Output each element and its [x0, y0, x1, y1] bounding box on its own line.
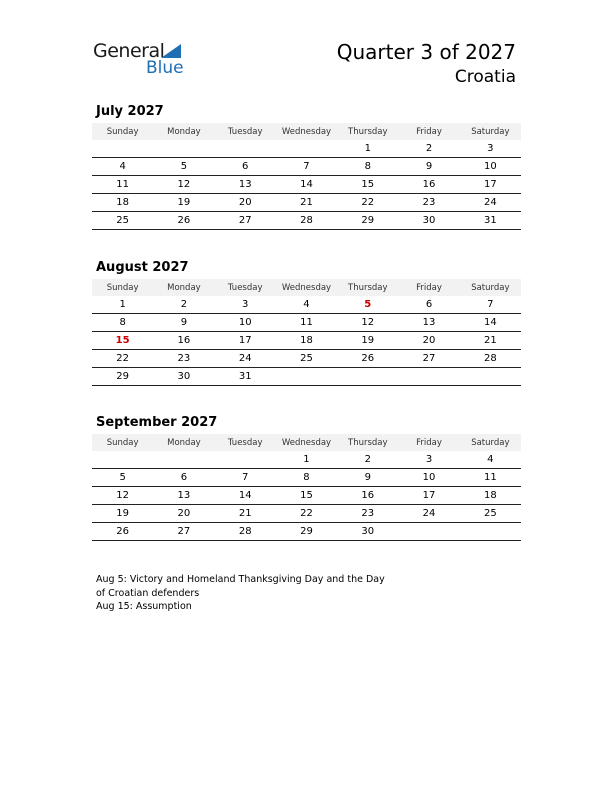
- day-cell: 24: [398, 505, 459, 523]
- month-title: September 2027: [96, 415, 218, 430]
- day-cell: 18: [276, 332, 337, 350]
- weekday-label: Sunday: [92, 434, 153, 451]
- day-cell: 21: [215, 505, 276, 523]
- holiday-note: Aug 15: Assumption: [96, 601, 192, 612]
- day-cell: 17: [215, 332, 276, 350]
- day-cell: 18: [92, 194, 153, 212]
- day-cell: 17: [460, 176, 521, 194]
- weekday-label: Tuesday: [215, 279, 276, 296]
- day-cell: 8: [92, 314, 153, 332]
- weekday-label: Wednesday: [276, 123, 337, 140]
- day-cell: 15: [276, 487, 337, 505]
- day-cell: 21: [276, 194, 337, 212]
- day-cell: 26: [337, 350, 398, 368]
- day-cell: 29: [337, 212, 398, 230]
- day-cell: 9: [398, 158, 459, 176]
- day-cell: 4: [92, 158, 153, 176]
- day-cell: 10: [215, 314, 276, 332]
- day-cell: 1: [92, 296, 153, 314]
- day-cell: 29: [276, 523, 337, 541]
- day-cell: 6: [153, 469, 214, 487]
- holiday-notes: [96, 573, 396, 614]
- month-title: August 2027: [96, 260, 189, 275]
- day-cell: 5: [337, 296, 398, 314]
- weekday-label: Monday: [153, 279, 214, 296]
- day-cell: 22: [337, 194, 398, 212]
- day-cell: 11: [460, 469, 521, 487]
- day-cell: 19: [337, 332, 398, 350]
- day-cell: 30: [337, 523, 398, 541]
- week-row: [92, 194, 521, 212]
- day-cell: 9: [153, 314, 214, 332]
- day-cell: 7: [460, 296, 521, 314]
- brand-word-blue: Blue: [146, 58, 184, 78]
- day-cell: 20: [398, 332, 459, 350]
- weekday-header-row: [92, 434, 521, 451]
- weekday-header-row: [92, 123, 521, 140]
- day-cell: 13: [215, 176, 276, 194]
- day-cell: [460, 368, 521, 386]
- day-cell: 18: [460, 487, 521, 505]
- day-cell: 11: [276, 314, 337, 332]
- week-row: [92, 314, 521, 332]
- day-cell: 12: [153, 176, 214, 194]
- day-cell: 25: [460, 505, 521, 523]
- month-july: [92, 103, 521, 230]
- weekday-label: Friday: [398, 434, 459, 451]
- day-cell: 28: [276, 212, 337, 230]
- day-cell: 20: [153, 505, 214, 523]
- day-cell: [215, 451, 276, 469]
- day-cell: 12: [337, 314, 398, 332]
- day-cell: 2: [337, 451, 398, 469]
- day-cell: [276, 140, 337, 158]
- day-cell: [92, 451, 153, 469]
- month-september: [92, 414, 521, 541]
- day-cell: 13: [153, 487, 214, 505]
- day-cell: 2: [153, 296, 214, 314]
- day-cell: 15: [337, 176, 398, 194]
- day-cell: 17: [398, 487, 459, 505]
- weekday-label: Saturday: [460, 434, 521, 451]
- day-cell: 1: [337, 140, 398, 158]
- day-cell: 5: [153, 158, 214, 176]
- day-cell: 6: [398, 296, 459, 314]
- triangle-logo-icon: [161, 44, 181, 58]
- week-row: [92, 176, 521, 194]
- day-cell: [276, 368, 337, 386]
- page-title: Quarter 3 of 2027: [336, 40, 516, 64]
- weekday-label: Monday: [153, 123, 214, 140]
- day-cell: 31: [215, 368, 276, 386]
- week-row: [92, 158, 521, 176]
- day-cell: 23: [337, 505, 398, 523]
- day-cell: 26: [153, 212, 214, 230]
- day-cell: 4: [460, 451, 521, 469]
- month-august: [92, 259, 521, 386]
- day-cell: 9: [337, 469, 398, 487]
- weekday-label: Thursday: [337, 279, 398, 296]
- day-cell: 24: [460, 194, 521, 212]
- day-cell: [460, 523, 521, 541]
- weekday-label: Friday: [398, 279, 459, 296]
- week-row: [92, 332, 521, 350]
- week-row: [92, 487, 521, 505]
- day-cell: 14: [460, 314, 521, 332]
- day-cell: 13: [398, 314, 459, 332]
- week-row: [92, 140, 521, 158]
- day-cell: 22: [92, 350, 153, 368]
- day-cell: 23: [398, 194, 459, 212]
- day-cell: 25: [92, 212, 153, 230]
- day-cell: 3: [398, 451, 459, 469]
- day-cell: 7: [215, 469, 276, 487]
- day-cell: 2: [398, 140, 459, 158]
- day-cell: 6: [215, 158, 276, 176]
- day-cell: 27: [398, 350, 459, 368]
- week-row: [92, 451, 521, 469]
- weekday-label: Sunday: [92, 123, 153, 140]
- calendar-grid: [92, 434, 521, 541]
- day-cell: [398, 523, 459, 541]
- day-cell: [337, 368, 398, 386]
- day-cell: 16: [398, 176, 459, 194]
- day-cell: 3: [460, 140, 521, 158]
- day-cell: 11: [92, 176, 153, 194]
- calendar-grid: [92, 123, 521, 230]
- day-cell: 14: [215, 487, 276, 505]
- day-cell: 25: [276, 350, 337, 368]
- weekday-label: Tuesday: [215, 123, 276, 140]
- weekday-label: Tuesday: [215, 434, 276, 451]
- weekday-label: Thursday: [337, 123, 398, 140]
- day-cell: [92, 140, 153, 158]
- week-row: [92, 505, 521, 523]
- day-cell: 21: [460, 332, 521, 350]
- day-cell: 30: [153, 368, 214, 386]
- day-cell: 30: [398, 212, 459, 230]
- calendar-grid: [92, 279, 521, 386]
- day-cell: 4: [276, 296, 337, 314]
- day-cell: 19: [92, 505, 153, 523]
- day-cell: 27: [153, 523, 214, 541]
- brand-word-general: General: [93, 40, 165, 62]
- day-cell: 14: [276, 176, 337, 194]
- day-cell: 31: [460, 212, 521, 230]
- day-cell: [398, 368, 459, 386]
- weekday-label: Saturday: [460, 279, 521, 296]
- day-cell: 19: [153, 194, 214, 212]
- day-cell: 23: [153, 350, 214, 368]
- brand-logo: [93, 40, 193, 80]
- day-cell: 12: [92, 487, 153, 505]
- week-row: [92, 296, 521, 314]
- weekday-label: Wednesday: [276, 279, 337, 296]
- day-cell: 28: [215, 523, 276, 541]
- day-cell: [153, 140, 214, 158]
- week-row: [92, 469, 521, 487]
- day-cell: 1: [276, 451, 337, 469]
- day-cell: 29: [92, 368, 153, 386]
- week-row: [92, 523, 521, 541]
- day-cell: 8: [337, 158, 398, 176]
- country-name: Croatia: [454, 67, 516, 87]
- day-cell: 22: [276, 505, 337, 523]
- weekday-label: Wednesday: [276, 434, 337, 451]
- day-cell: 20: [215, 194, 276, 212]
- day-cell: [215, 140, 276, 158]
- day-cell: 24: [215, 350, 276, 368]
- day-cell: 3: [215, 296, 276, 314]
- day-cell: [153, 451, 214, 469]
- week-row: [92, 212, 521, 230]
- day-cell: 7: [276, 158, 337, 176]
- holiday-note: Aug 5: Victory and Homeland Thanksgiving Day and the Day of Croatian defenders: [96, 574, 385, 599]
- weekday-label: Sunday: [92, 279, 153, 296]
- day-cell: 16: [337, 487, 398, 505]
- weekday-label: Friday: [398, 123, 459, 140]
- day-cell: 10: [398, 469, 459, 487]
- day-cell: 26: [92, 523, 153, 541]
- day-cell: 27: [215, 212, 276, 230]
- week-row: [92, 368, 521, 386]
- day-cell: 28: [460, 350, 521, 368]
- week-row: [92, 350, 521, 368]
- weekday-label: Saturday: [460, 123, 521, 140]
- day-cell: 10: [460, 158, 521, 176]
- month-title: July 2027: [96, 104, 164, 119]
- weekday-header-row: [92, 279, 521, 296]
- day-cell: 16: [153, 332, 214, 350]
- day-cell: 5: [92, 469, 153, 487]
- weekday-label: Thursday: [337, 434, 398, 451]
- weekday-label: Monday: [153, 434, 214, 451]
- day-cell: 15: [92, 332, 153, 350]
- day-cell: 8: [276, 469, 337, 487]
